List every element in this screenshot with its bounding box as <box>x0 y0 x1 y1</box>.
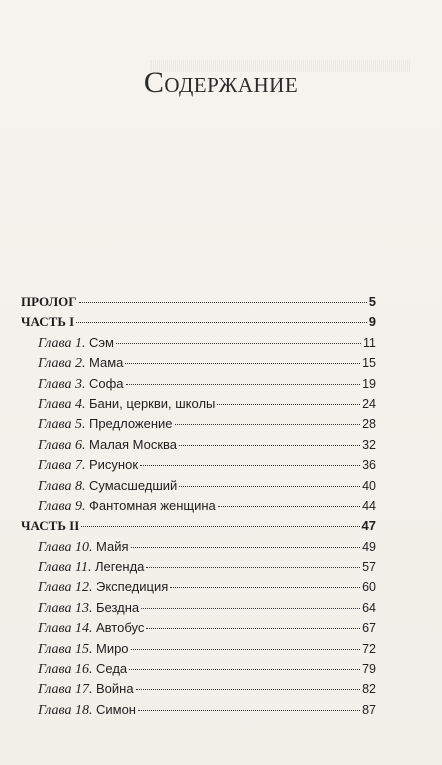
toc-chapter-label <box>38 355 123 372</box>
toc-page-number: 44 <box>362 498 376 513</box>
toc-chapter-entry[interactable] <box>21 620 376 640</box>
toc-page-number: 79 <box>362 662 376 677</box>
chapter-number: 14. <box>74 621 93 637</box>
dot-leader <box>217 404 360 405</box>
toc-chapter-label <box>38 539 129 556</box>
toc-chapter-entry[interactable] <box>21 641 376 661</box>
chapter-prefix: Глава <box>38 376 72 392</box>
chapter-prefix: Глава <box>38 702 72 718</box>
chapter-number: 8. <box>74 478 86 494</box>
chapter-number: 1. <box>74 335 86 351</box>
toc-chapter-label <box>38 376 124 393</box>
toc-page-number: 64 <box>362 600 376 615</box>
toc-chapter-entry[interactable] <box>21 437 376 457</box>
chapter-prefix: Глава <box>38 437 72 453</box>
dot-leader <box>125 363 360 364</box>
toc-chapter-entry[interactable] <box>21 539 376 559</box>
chapter-number: 12. <box>74 580 93 596</box>
chapter-name: Рисунок <box>88 457 139 473</box>
dot-leader <box>136 689 361 690</box>
toc-chapter-entry[interactable] <box>21 478 376 498</box>
dot-leader <box>81 526 359 527</box>
toc-page-number: 72 <box>362 641 376 656</box>
chapter-name: Бани, церкви, школы <box>88 395 216 411</box>
toc-chapter-label <box>38 396 215 413</box>
chapter-name: Фантомная женщина <box>88 497 216 513</box>
toc-part-entry[interactable] <box>21 294 376 314</box>
toc-chapter-label <box>38 641 129 658</box>
chapter-number: 11. <box>74 560 92 576</box>
chapter-name: Бездна <box>95 599 140 615</box>
chapter-name: Малая Москва <box>88 436 178 452</box>
chapter-prefix: Глава <box>38 478 72 494</box>
toc-chapter-label <box>38 681 134 698</box>
toc-chapter-entry[interactable] <box>21 416 376 436</box>
toc-page-number: 5 <box>368 294 376 309</box>
toc-part-label: ПРОЛОГ <box>21 294 77 309</box>
chapter-name: Война <box>95 681 134 697</box>
chapter-prefix: Глава <box>38 356 72 372</box>
toc-chapter-label <box>38 620 144 637</box>
toc-chapter-label <box>38 416 173 433</box>
toc-part-label: ЧАСТЬ II <box>21 518 80 534</box>
dot-leader <box>140 465 360 466</box>
toc-chapter-entry[interactable] <box>21 355 376 375</box>
dot-leader <box>131 649 361 650</box>
dot-leader <box>146 628 360 629</box>
chapter-prefix: Глава <box>38 560 72 576</box>
toc-chapter-entry[interactable] <box>21 559 376 579</box>
chapter-name: Софа <box>88 375 124 391</box>
chapter-name: Мама <box>88 355 124 371</box>
chapter-number: 16. <box>74 662 93 678</box>
toc-chapter-entry[interactable] <box>21 396 376 416</box>
toc-page-number: 19 <box>362 376 376 391</box>
toc-page-number: 36 <box>362 458 376 473</box>
dot-leader <box>79 302 367 303</box>
toc-chapter-label <box>38 457 138 474</box>
chapter-prefix: Глава <box>38 539 72 555</box>
chapter-name: Экспедиция <box>95 579 169 595</box>
toc-chapter-label <box>38 478 177 495</box>
toc-chapter-entry[interactable] <box>21 579 376 599</box>
toc-chapter-label <box>38 661 127 678</box>
toc-chapter-entry[interactable] <box>21 702 376 722</box>
dot-leader <box>146 567 360 568</box>
dot-leader <box>76 322 367 323</box>
dot-leader <box>218 506 360 507</box>
toc-page-number: 28 <box>362 417 376 432</box>
chapter-number: 6. <box>74 437 86 453</box>
toc-chapter-entry[interactable] <box>21 376 376 396</box>
chapter-name: Миро <box>95 640 129 656</box>
chapter-number: 9. <box>74 498 86 514</box>
chapter-name: Сумасшедший <box>88 477 178 493</box>
toc-page-number: 60 <box>362 580 376 595</box>
dot-leader <box>175 424 361 425</box>
dot-leader <box>126 384 361 385</box>
chapter-prefix: Глава <box>38 580 72 596</box>
chapter-prefix: Глава <box>38 417 72 433</box>
chapter-number: 5. <box>74 417 86 433</box>
toc-chapter-entry[interactable] <box>21 498 376 518</box>
chapter-number: 4. <box>74 396 86 412</box>
dot-leader <box>129 669 360 670</box>
toc-chapter-label <box>38 702 136 719</box>
toc-page-number: 9 <box>368 314 376 330</box>
chapter-prefix: Глава <box>38 458 72 474</box>
toc-chapter-entry[interactable] <box>21 661 376 681</box>
toc-page-number: 40 <box>362 478 376 493</box>
chapter-number: 15. <box>74 641 93 657</box>
toc-part-entry[interactable] <box>21 314 376 334</box>
chapter-number: 10. <box>74 539 93 555</box>
toc-page-number: 47 <box>361 518 376 534</box>
toc-chapter-label <box>38 600 139 617</box>
toc-chapter-label <box>38 335 114 352</box>
chapter-number: 13. <box>74 600 93 616</box>
toc-page-number: 57 <box>362 560 376 575</box>
toc-chapter-label <box>38 498 216 515</box>
dot-leader <box>138 710 360 711</box>
toc-chapter-entry[interactable] <box>21 457 376 477</box>
chapter-number: 3. <box>74 376 86 392</box>
chapter-name: Седа <box>95 661 128 677</box>
chapter-number: 18. <box>74 702 93 718</box>
toc-chapter-entry[interactable] <box>21 600 376 620</box>
chapter-name: Предложение <box>88 416 173 432</box>
dot-leader <box>116 343 361 344</box>
dot-leader <box>179 445 360 446</box>
chapter-prefix: Глава <box>38 498 72 514</box>
table-of-contents <box>21 294 376 722</box>
chapter-prefix: Глава <box>38 621 72 637</box>
chapter-number: 2. <box>74 356 86 372</box>
chapter-prefix: Глава <box>38 662 72 678</box>
dot-leader <box>141 608 360 609</box>
chapter-name: Легенда <box>94 559 145 575</box>
toc-page-number: 87 <box>362 702 376 717</box>
toc-part-entry[interactable] <box>21 518 376 538</box>
dot-leader <box>170 587 360 588</box>
chapter-name: Симон <box>95 701 136 717</box>
toc-chapter-entry[interactable] <box>21 681 376 701</box>
toc-chapter-label <box>38 437 177 454</box>
chapter-prefix: Глава <box>38 600 72 616</box>
chapter-prefix: Глава <box>38 682 72 698</box>
toc-page-number: 11 <box>363 335 376 350</box>
dot-leader <box>179 486 360 487</box>
toc-page-number: 24 <box>362 396 376 411</box>
chapter-number: 7. <box>74 458 86 474</box>
toc-part-label: ЧАСТЬ I <box>21 314 75 330</box>
toc-page-number: 15 <box>362 356 376 371</box>
toc-page-number: 82 <box>362 682 376 697</box>
toc-chapter-label <box>38 559 144 576</box>
page-title: Содержание <box>143 66 299 99</box>
toc-page-number: 49 <box>362 539 376 554</box>
toc-page-number: 32 <box>362 437 376 452</box>
toc-page-number: 67 <box>362 621 376 636</box>
toc-chapter-entry[interactable] <box>21 335 376 355</box>
dot-leader <box>131 547 361 548</box>
toc-chapter-label <box>38 579 168 596</box>
chapter-prefix: Глава <box>38 641 72 657</box>
chapter-name: Автобус <box>95 620 145 636</box>
chapter-number: 17. <box>74 682 93 698</box>
chapter-prefix: Глава <box>38 396 72 412</box>
chapter-name: Майя <box>95 538 129 554</box>
chapter-prefix: Глава <box>38 335 72 351</box>
chapter-name: Сэм <box>88 334 114 350</box>
